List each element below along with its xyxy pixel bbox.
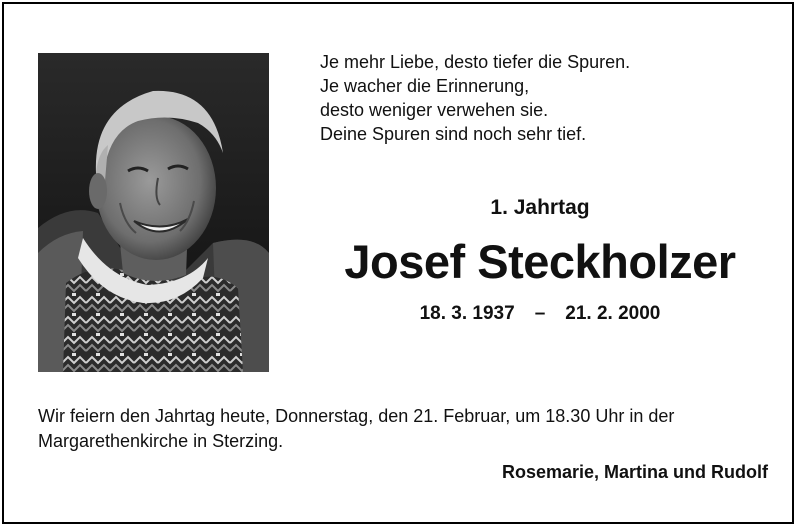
family-signature: Rosemarie, Martina und Rudolf [501,462,768,482]
poem-line: Je mehr Liebe, desto tiefer die Spuren. [320,52,631,72]
date-dash: – [534,303,546,324]
deceased-name: Josef Steckholzer [344,235,736,288]
service-announcement [38,404,778,454]
poem-line: Deine Spuren sind noch sehr tief. [320,124,587,144]
poem-line: desto weniger verwehen sie. [320,100,549,120]
poem-line: Je wacher die Erinnerung, [320,76,530,96]
announcement-line: Margarethenkirche in Sterzing. [38,431,284,451]
portrait-illustration [38,53,269,372]
life-dates [300,303,780,325]
anniversary-heading: 1. Jahrtag [490,196,590,219]
birth-date: 18. 3. 1937 [419,303,515,324]
death-date: 21. 2. 2000 [565,303,661,324]
announcement-line: Wir feiern den Jahrtag heute, Donnerstag, den 21. Februar, um 18.30 Uhr in der [38,406,675,426]
portrait-photo [38,53,269,372]
memorial-poem [320,50,760,146]
